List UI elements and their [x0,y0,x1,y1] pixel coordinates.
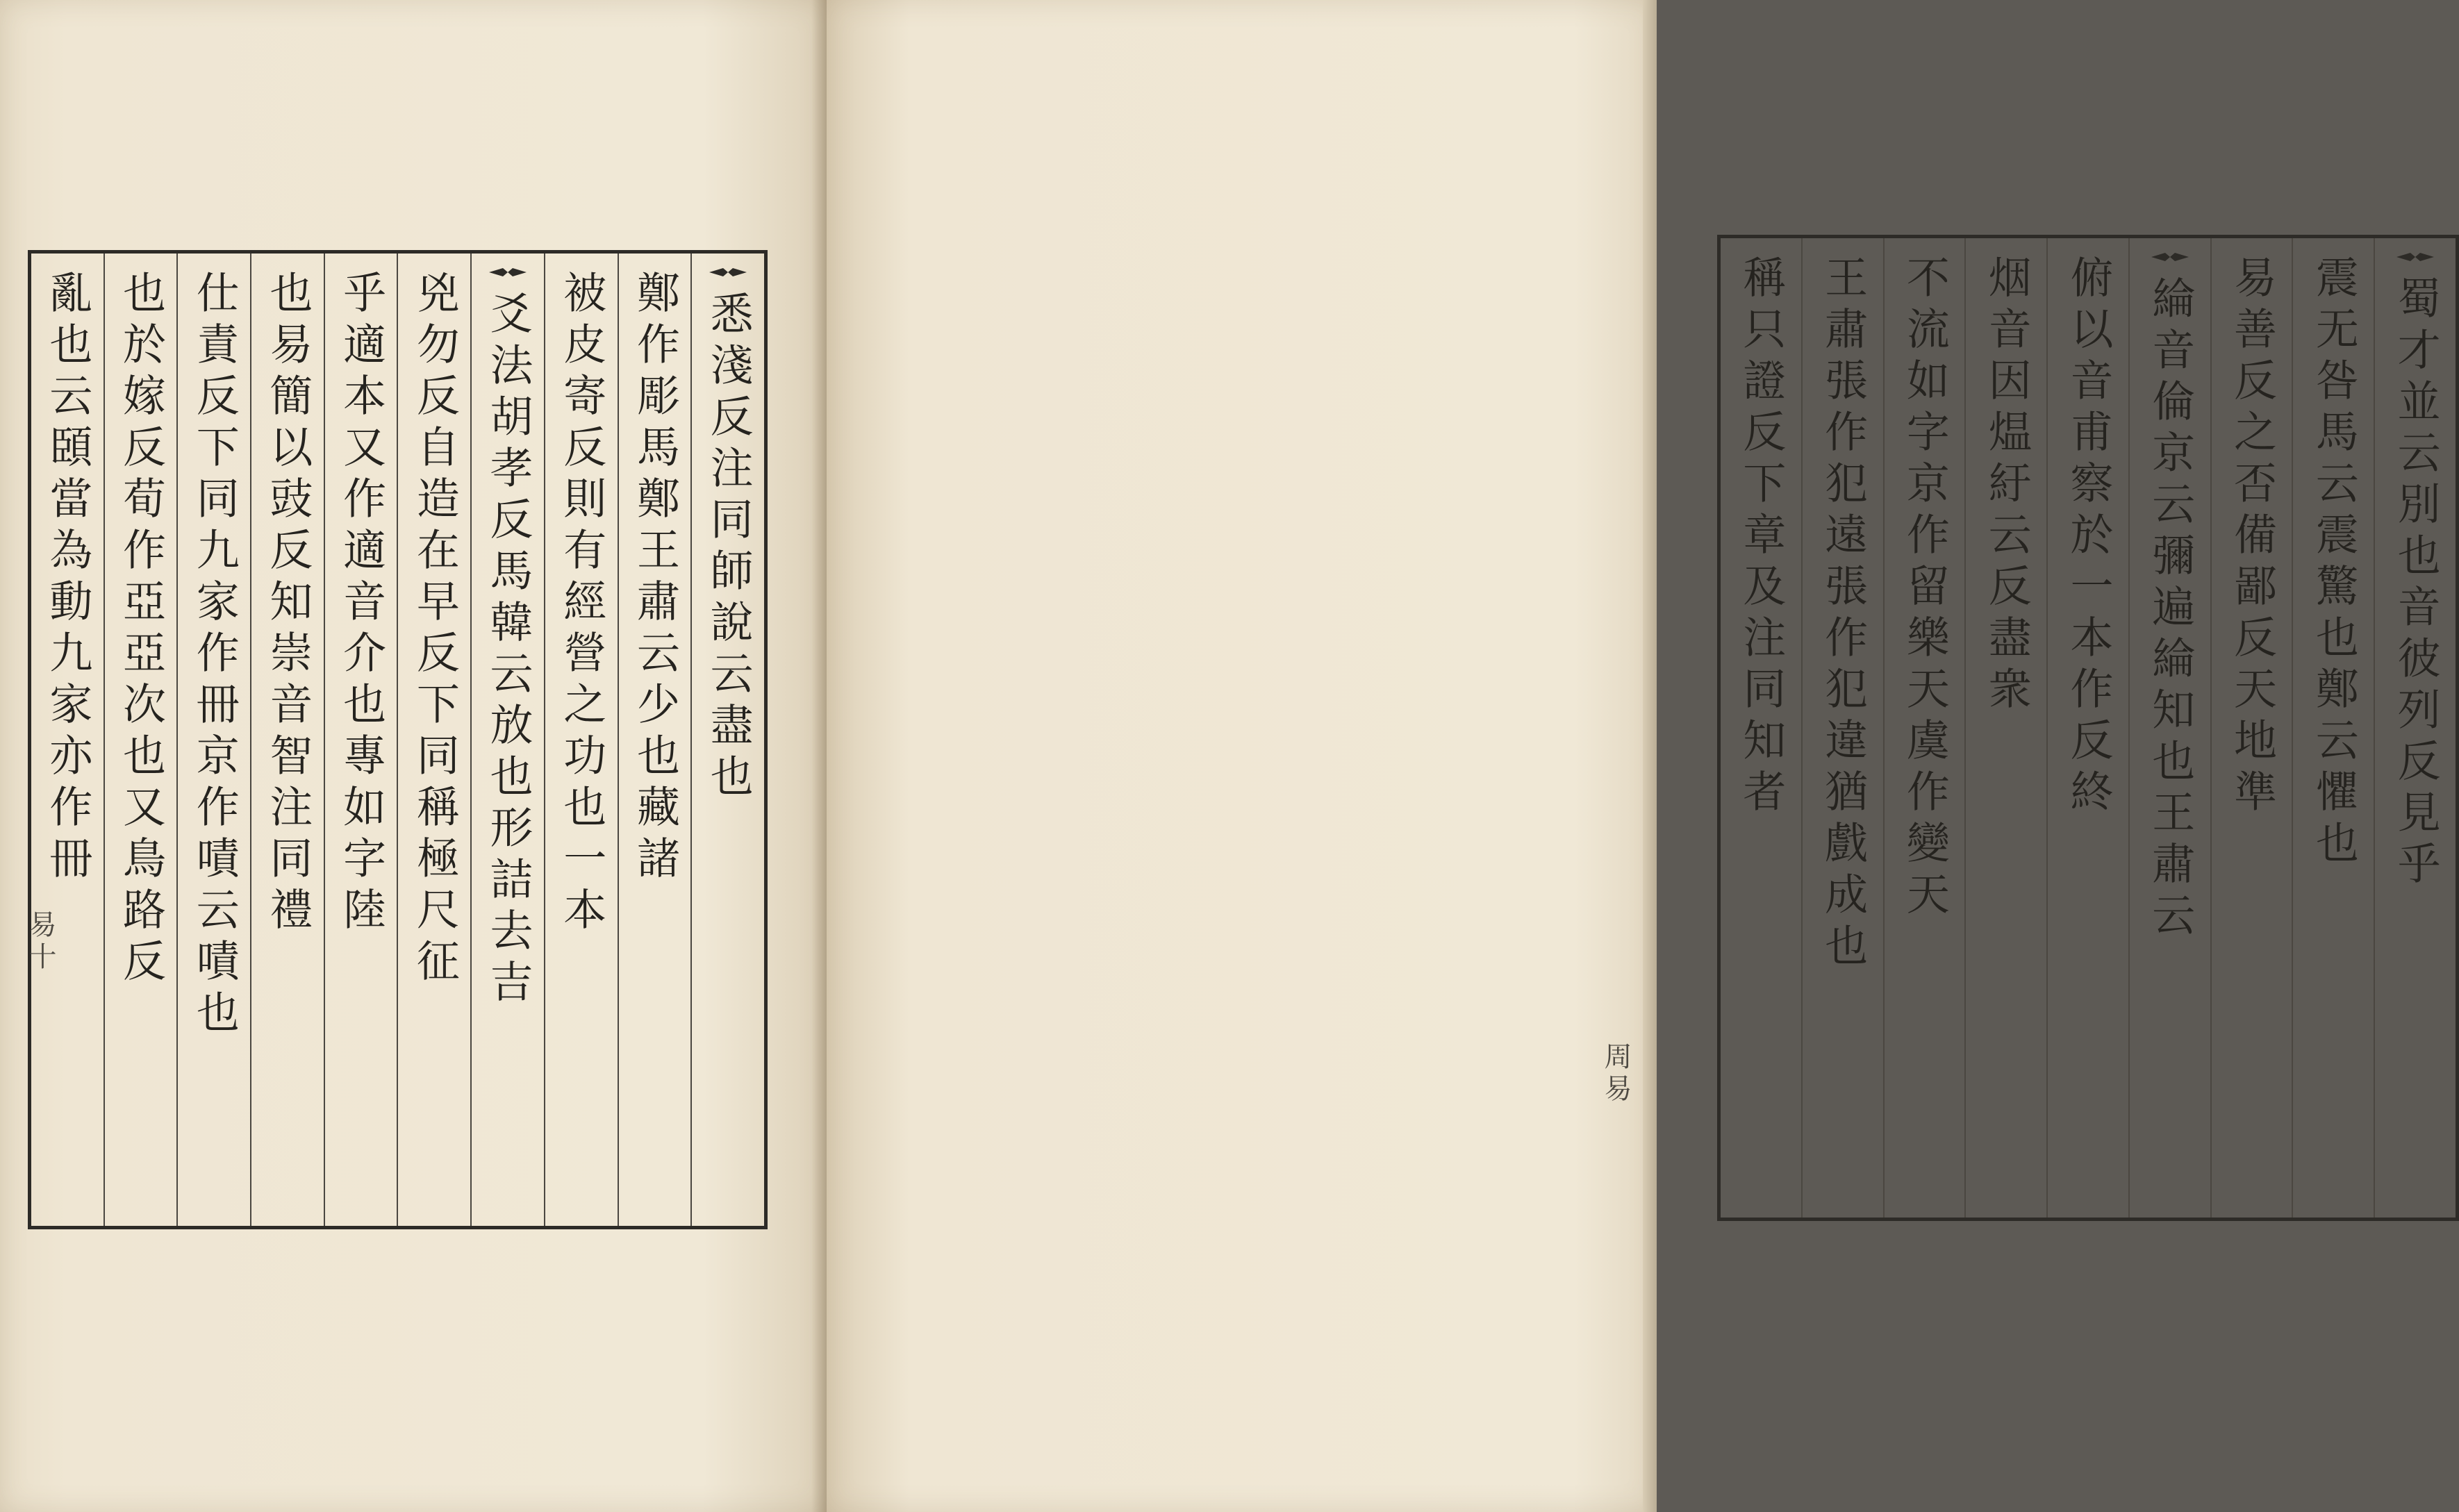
text-column [544,254,618,1226]
column-text: 爻法胡孝反馬韓云放也形詰去吉 [483,291,534,1011]
column-text: 俯以音甫察於一本作反終 [2062,255,2114,820]
text-column [104,254,177,1226]
text-column [2210,238,2292,1218]
right-text-block [1717,235,2459,1221]
fish-tail-mark-icon [489,266,527,279]
text-column [1883,238,1965,1218]
column-text: 也易簡以豉反知崇音智注同禮 [262,270,313,938]
text-column [470,254,544,1226]
right-page [827,0,2442,1512]
text-column [397,254,470,1226]
column-text: 悉淺反注同師說云盡也 [703,291,754,805]
page-edge [1643,0,1657,1512]
column-text: 蜀才並云別也音彼列反見乎 [2390,276,2442,892]
text-column [31,254,104,1226]
text-column [618,254,691,1226]
column-text: 被皮寄反則有經營之功也一本 [556,270,607,938]
column-text: 也於嫁反荀作亞亞次也又鳥路反 [115,270,167,990]
text-column [324,254,397,1226]
text-column [1801,238,1883,1218]
text-column [176,254,250,1226]
text-column [2128,238,2210,1218]
text-column [1964,238,2046,1218]
column-text: 烟音因煴紆云反盡衆 [1981,255,2032,717]
left-page [0,0,827,1512]
column-text: 兇勿反自造在早反下同稱極尺征 [409,270,461,990]
fish-tail-mark-icon [2396,251,2434,263]
left-text-block [28,250,768,1229]
text-column [1721,238,1801,1218]
column-text: 王肅張作犯遠張作犯違猶戲成也 [1817,255,1869,974]
column-text: 鄭作彫馬鄭王肅云少也藏諸 [629,270,681,887]
column-text: 易善反之否備鄙反天地準 [2226,255,2278,820]
text-column [2046,238,2128,1218]
column-text: 乎適本又作適音介也專如字陸 [336,270,387,938]
column-text: 震无咎馬云震驚也鄭云懼也 [2308,255,2360,872]
text-column [690,254,764,1226]
margin-mark: 易十 [24,910,56,974]
column-text: 稱只證反下章及注同知者 [1735,255,1787,820]
text-column [2292,238,2374,1218]
column-text: 亂也云頣當為動九家亦作冊 [42,270,93,887]
margin-mark: 周易 [1600,1042,1632,1106]
column-text: 不流如字京作留樂天虞作變天 [1899,255,1951,923]
text-column [2374,238,2456,1218]
column-text: 仕責反下同九家作冊京作嘖云嘖也 [189,270,240,1041]
fish-tail-mark-icon [709,266,747,279]
text-column [250,254,324,1226]
column-text: 綸音倫京云彌遍綸知也王肅云 [2144,276,2196,944]
fish-tail-mark-icon [2151,251,2189,263]
